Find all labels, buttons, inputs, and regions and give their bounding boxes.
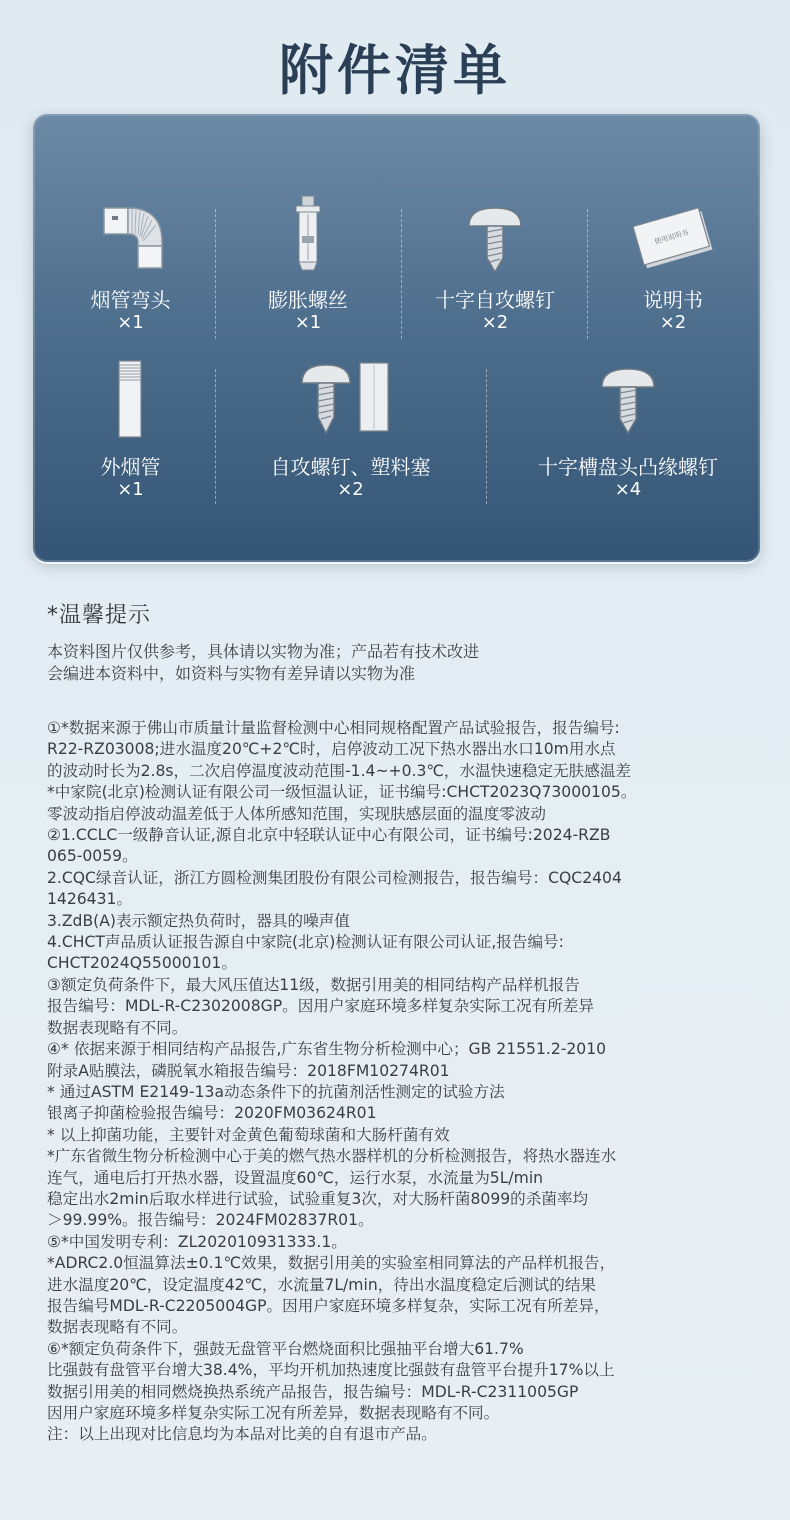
footnote-line: 报告编号：MDL-R-C2302008GP。因用户家庭环境多样复杂实际工况有所差异 — [47, 997, 594, 1016]
footnote-line: 数据表现略有不同。 — [47, 1318, 188, 1337]
footnote-line: 报告编号MDL-R-C2205004GP。因用户家庭环境多样复杂，实际工况有所差异， — [47, 1296, 610, 1315]
accessory-qty: ×2 — [337, 479, 364, 500]
tips-line: 会编进本资料中，如资料与实物有差异请以实物为准 — [47, 664, 416, 683]
footnote-line: 稳定出水2min后取水样进行试验，试验重复3次，对大肠杆菌8099的杀菌率均 — [47, 1189, 589, 1208]
footnote-line: 连气，通电后打开热水器，设置温度60℃，运行水泵，水流量为5L/min — [47, 1168, 544, 1187]
flange-screw-icon — [598, 365, 658, 435]
footnote-line: ＞99.99%。报告编号：2024FM02837R01。 — [47, 1211, 374, 1230]
page-title: 附件清单 — [279, 39, 511, 102]
footnote-line: 零波动指启停波动温差低于人体所感知范围，实现肤感层面的温度零波动 — [47, 804, 547, 823]
footnote-line: ②1.CCLC一级静音认证,源自北京中轻联认证中心有限公司，证书编号:2024-RZB — [47, 826, 611, 845]
expansion-bolt-icon — [288, 194, 328, 274]
accessory-name: 说明书 — [643, 288, 703, 312]
footnote-line: 附录A贴膜法，磷脱氧水箱报告编号：2018FM10274R01 — [47, 1061, 450, 1080]
footnote-line: 进水温度20℃，设定温度42℃，水流量7L/min，待出水温度稳定后测试的结果 — [47, 1275, 597, 1294]
footnote-line: 比强鼓有盘管平台增大38.4%，平均开机加热速度比强鼓有盘管平台提升17%以上 — [47, 1361, 615, 1380]
footnote-line: *中家院(北京)检测认证有限公司一级恒温认证，证书编号:CHCT2023Q73000105。 — [47, 783, 637, 802]
accessory-name: 十字自攻螺钉 — [435, 288, 555, 312]
accessory-screw-and-plug — [223, 359, 478, 499]
footnote-line: 数据表现略有不同。 — [47, 1018, 188, 1037]
outer-pipe-icon — [115, 359, 145, 439]
footnote-line: ⑤*中国发明专利：ZL202010931333.1。 — [47, 1232, 347, 1251]
accessory-expansion-bolt — [223, 194, 393, 334]
footnote-line: 因用户家庭环境多样复杂实际工况有所差异，数据表现略有不同。 — [47, 1404, 500, 1422]
accessory-outer-pipe — [53, 359, 208, 499]
accessory-flange-screw — [503, 359, 753, 499]
divider — [486, 369, 487, 504]
tips-line: 本资料图片仅供参考，具体请以实物为准；产品若有技术改进 — [47, 642, 480, 661]
accessory-qty: ×4 — [614, 479, 642, 500]
footnote-line: ⑥*额定负荷条件下，强鼓无盘管平台燃烧面积比强抽平台增大61.7% — [47, 1339, 524, 1358]
accessory-qty: ×2 — [659, 312, 687, 333]
footnote-line: 065-0059。 — [47, 847, 138, 866]
accessory-name: 烟管弯头 — [90, 288, 171, 312]
tips-section — [47, 598, 767, 685]
accessory-elbow-pipe — [53, 194, 208, 334]
accessory-name: 十字槽盘头凸缘螺钉 — [538, 455, 718, 479]
accessory-name: 膨胀螺丝 — [268, 288, 348, 312]
accessory-qty: ×1 — [294, 312, 322, 333]
elbow-pipe-icon — [98, 204, 168, 274]
footnote-line: *广东省微生物分析检测中心于美的燃气热水器样机的分析检测报告，将热水器连水 — [47, 1147, 617, 1166]
footnote-line: ③额定负荷条件下，最大风压值达11级，数据引用美的相同结构产品样机报告 — [47, 975, 580, 994]
footnote-line: 1426431。 — [47, 890, 133, 909]
divider — [215, 209, 216, 339]
footnote-line: ①*数据来源于佛山市质量计量监督检测中心相同规格配置产品试验报告，报告编号: — [47, 719, 620, 737]
footnote-line: *ADRC2.0恒温算法±0.1℃效果，数据引用美的实验室相同算法的产品样机报告， — [47, 1254, 616, 1273]
footnote-line: 的波动时长为2.8s，二次启停温度波动范围-1.4~+0.3℃，水温快速稳定无肤感温差 — [47, 761, 632, 780]
accessory-manual — [593, 194, 753, 334]
footnote-line: * 通过ASTM E2149-13a动态条件下的抗菌剂活性测定的试验方法 — [47, 1082, 505, 1101]
divider — [587, 209, 588, 339]
accessory-screw — [405, 194, 585, 334]
footnote-line: 4.CHCT声品质认证报告源自中家院(北京)检测认证有限公司认证,报告编号: — [47, 933, 564, 952]
footnote-line: CHCT2024Q55000101。 — [47, 954, 237, 973]
screw-icon — [465, 204, 525, 274]
manual-cover-text: 使用说明书 — [653, 228, 690, 247]
footnote-line: ④* 依据来源于相同结构产品报告,广东省生物分析检测中心；GB 21551.2-2010 — [47, 1040, 607, 1059]
footnote-line: * 以上抑菌功能，主要针对金黄色葡萄球菌和大肠杆菌有效 — [47, 1125, 450, 1144]
divider — [215, 369, 216, 504]
accessory-name: 外烟管 — [100, 455, 161, 479]
accessory-qty: ×1 — [117, 479, 144, 500]
footnote-line: 银离子抑菌检验报告编号：2020FM03624R01 — [47, 1104, 377, 1123]
footnote-line: 注：以上出现对比信息均为本品对比美的自有退市产品。 — [47, 1425, 437, 1444]
accessory-qty: ×2 — [481, 312, 509, 333]
screw-and-plug-icon — [298, 361, 398, 436]
footnotes — [47, 718, 777, 1446]
manual-icon — [630, 208, 716, 270]
divider — [401, 209, 402, 339]
footnote-line: 3.ZdB(A)表示额定热负荷时，器具的噪声值 — [47, 911, 350, 930]
accessory-panel — [33, 114, 760, 562]
footnote-line: 数据引用美的相同燃烧换热系统产品报告，报告编号：MDL-R-C2311005GP — [47, 1382, 579, 1401]
tips-title: *温馨提示 — [47, 603, 152, 628]
footnote-line: R22-RZ03008;进水温度20℃+2℃时，启停波动工况下热水器出水口10m用水点 — [47, 740, 616, 759]
accessory-name: 自攻螺钉、塑料塞 — [270, 455, 431, 479]
footnote-line: 2.CQC绿音认证，浙江方圆检测集团股份有限公司检测报告，报告编号：CQC2404 — [47, 868, 622, 887]
accessory-qty: ×1 — [117, 312, 144, 333]
